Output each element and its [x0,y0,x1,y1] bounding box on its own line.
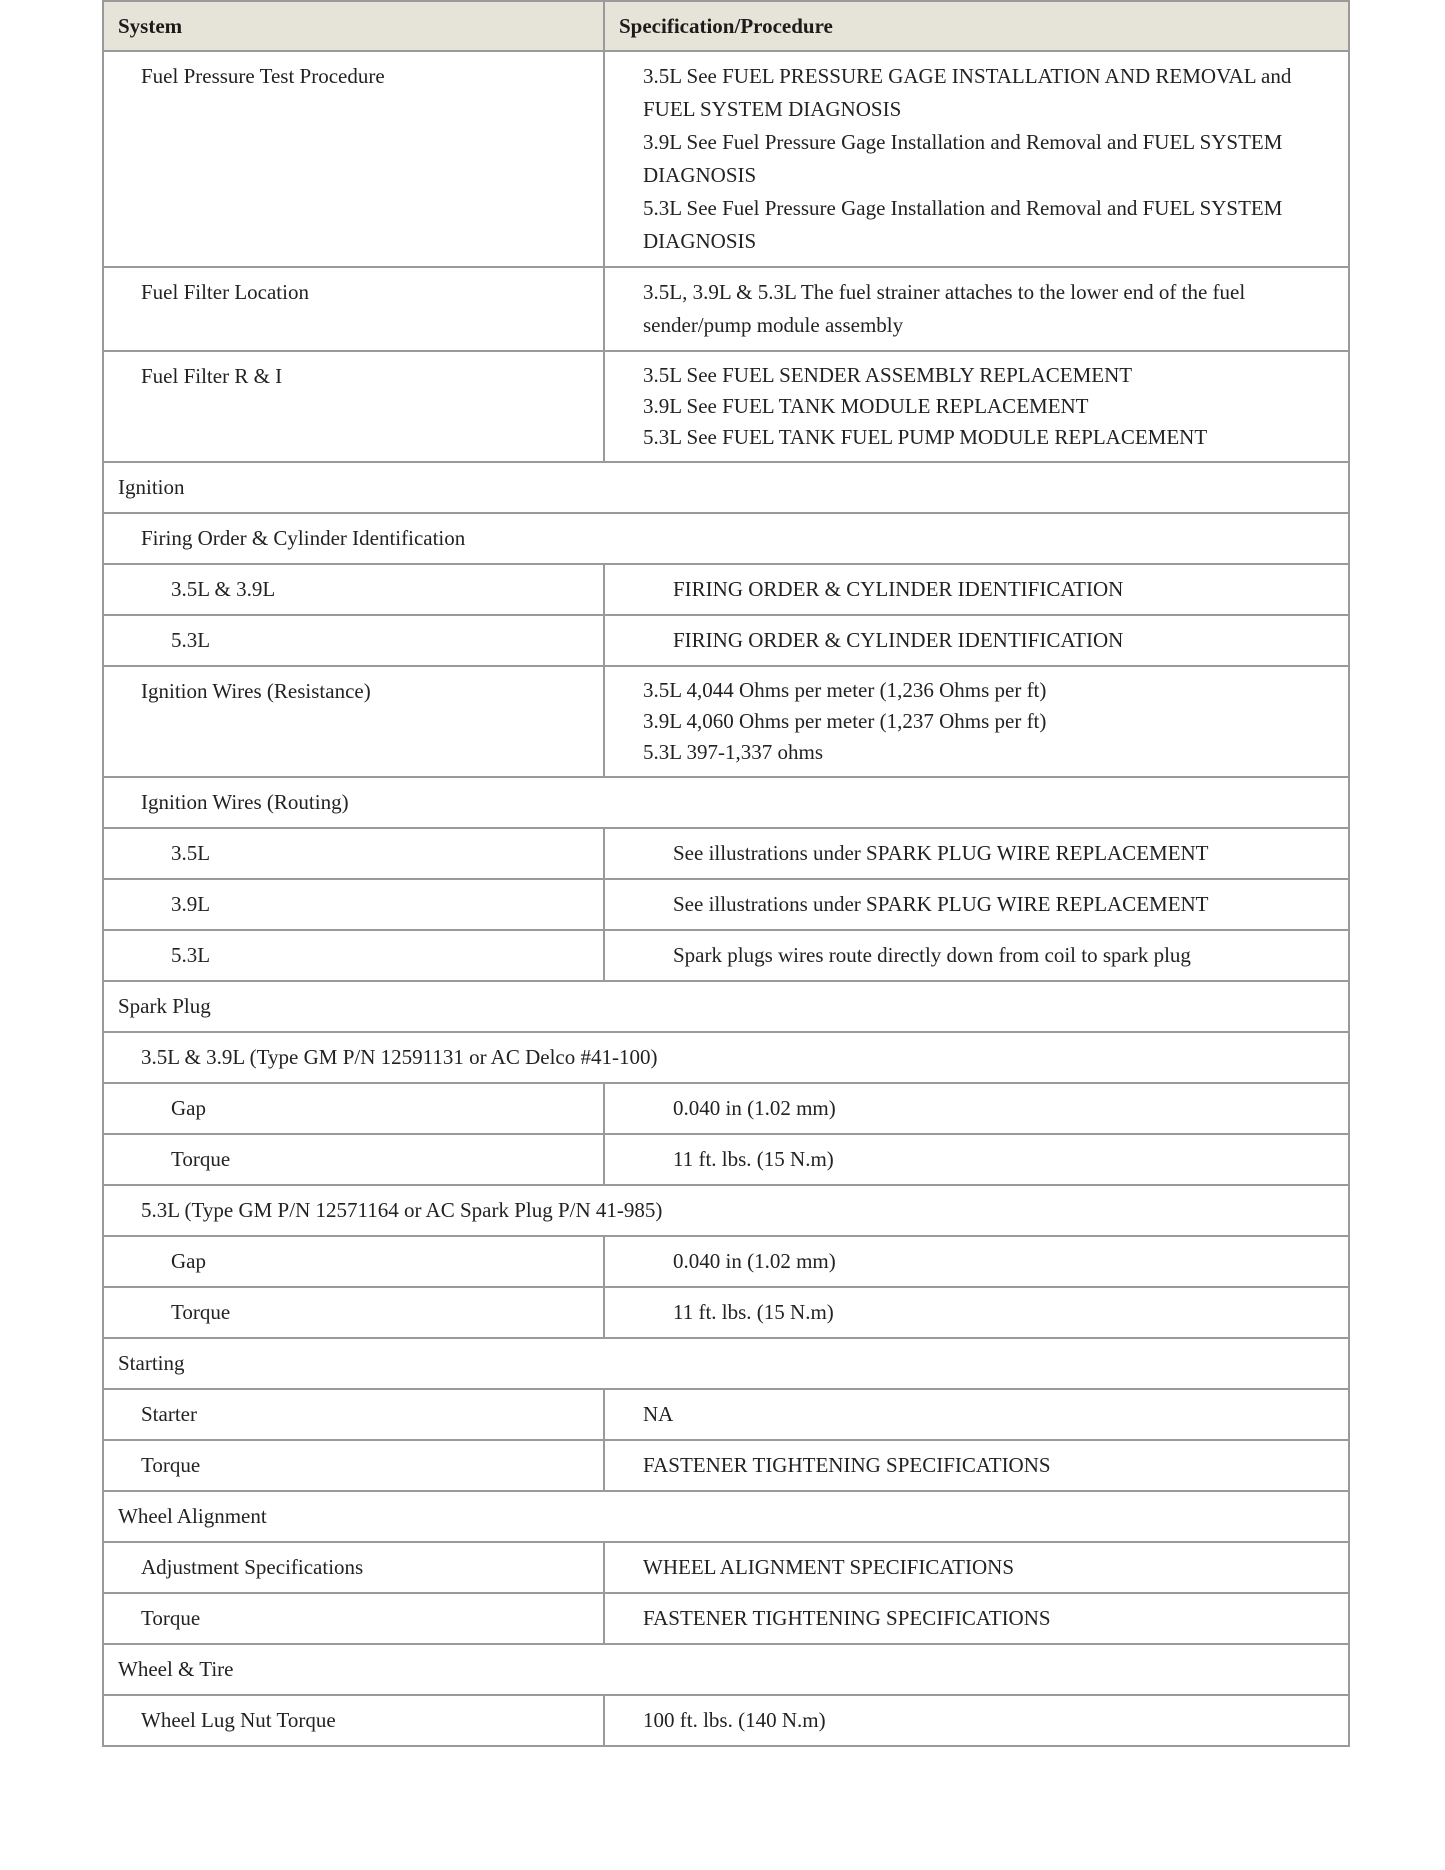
table-row [103,615,1349,666]
row-value [604,267,1349,351]
subsection-heading: 3.5L & 3.9L (Type GM P/N 12591131 or AC Delco #41-100) [103,1032,1349,1083]
row-value [604,51,1349,267]
value-line: 3.9L 4,060 Ohms per meter (1,237 Ohms per ft) [643,709,1047,733]
row-label: 3.5L [103,828,604,879]
table-row [103,1695,1349,1746]
section-row [103,1644,1349,1695]
table-row [103,1593,1349,1644]
row-label: Wheel Lug Nut Torque [103,1695,604,1746]
value-line: 3.9L See Fuel Pressure Gage Installation and Removal and FUEL SYSTEM DIAGNOSIS [643,130,1283,187]
row-value: 100 ft. lbs. (140 N.m) [604,1695,1349,1746]
row-label: Adjustment Specifications [103,1542,604,1593]
table-header-row [103,1,1349,51]
row-label: Torque [103,1287,604,1338]
row-value: 11 ft. lbs. (15 N.m) [604,1287,1349,1338]
section-heading: Wheel Alignment [103,1491,1349,1542]
subsection-heading: 5.3L (Type GM P/N 12571164 or AC Spark Plug P/N 41-985) [103,1185,1349,1236]
specifications-table [102,0,1350,1747]
table-row [103,1287,1349,1338]
row-label: Torque [103,1593,604,1644]
row-label: Fuel Filter Location [103,267,604,351]
row-value: WHEEL ALIGNMENT SPECIFICATIONS [604,1542,1349,1593]
section-heading: Starting [103,1338,1349,1389]
section-row [103,1491,1349,1542]
section-row [103,1338,1349,1389]
subsection-row [103,513,1349,564]
table-row [103,1389,1349,1440]
row-value: Spark plugs wires route directly down from coil to spark plug [604,930,1349,981]
table-row [103,1542,1349,1593]
row-value: FASTENER TIGHTENING SPECIFICATIONS [604,1593,1349,1644]
row-label: Starter [103,1389,604,1440]
row-label: Gap [103,1083,604,1134]
row-value: 0.040 in (1.02 mm) [604,1083,1349,1134]
value-line: 3.5L, 3.9L & 5.3L The fuel strainer attaches to the lower end of the fuel sender/pump module assembly [643,280,1246,337]
row-label: Ignition Wires (Resistance) [103,666,604,777]
column-header-specification: Specification/Procedure [604,1,1349,51]
table-row [103,267,1349,351]
row-value: 11 ft. lbs. (15 N.m) [604,1134,1349,1185]
row-label: Torque [103,1134,604,1185]
row-label: Gap [103,1236,604,1287]
table-row [103,1440,1349,1491]
row-value: FASTENER TIGHTENING SPECIFICATIONS [604,1440,1349,1491]
table-row [103,879,1349,930]
row-label: Fuel Filter R & I [103,351,604,462]
section-heading: Spark Plug [103,981,1349,1032]
value-line: 3.9L See FUEL TANK MODULE REPLACEMENT [643,394,1089,418]
subsection-row [103,777,1349,828]
value-line: 3.5L See FUEL SENDER ASSEMBLY REPLACEMENT [643,363,1133,387]
row-label: Torque [103,1440,604,1491]
section-row [103,462,1349,513]
value-line: 5.3L 397-1,337 ohms [643,740,824,764]
row-label: 5.3L [103,615,604,666]
table-row [103,1236,1349,1287]
table-row [103,666,1349,777]
subsection-row [103,1185,1349,1236]
row-label: 3.9L [103,879,604,930]
subsection-heading: Firing Order & Cylinder Identification [103,513,1349,564]
value-line: 5.3L See Fuel Pressure Gage Installation and Removal and FUEL SYSTEM DIAGNOSIS [643,196,1283,253]
row-value: FIRING ORDER & CYLINDER IDENTIFICATION [604,564,1349,615]
section-heading: Wheel & Tire [103,1644,1349,1695]
subsection-row [103,1032,1349,1083]
table-row [103,1134,1349,1185]
row-value: See illustrations under SPARK PLUG WIRE REPLACEMENT [604,879,1349,930]
section-row [103,981,1349,1032]
row-value [604,666,1349,777]
row-label: 5.3L [103,930,604,981]
row-value: See illustrations under SPARK PLUG WIRE REPLACEMENT [604,828,1349,879]
table-row [103,1083,1349,1134]
row-value: 0.040 in (1.02 mm) [604,1236,1349,1287]
value-line: 3.5L See FUEL PRESSURE GAGE INSTALLATION AND REMOVAL and FUEL SYSTEM DIAGNOSIS [643,64,1292,121]
table-row [103,351,1349,462]
subsection-heading: Ignition Wires (Routing) [103,777,1349,828]
table-row [103,930,1349,981]
column-header-system: System [103,1,604,51]
row-value [604,351,1349,462]
section-heading: Ignition [103,462,1349,513]
table-row [103,828,1349,879]
row-value: NA [604,1389,1349,1440]
row-label: 3.5L & 3.9L [103,564,604,615]
value-line: 5.3L See FUEL TANK FUEL PUMP MODULE REPLACEMENT [643,425,1208,449]
row-label: Fuel Pressure Test Procedure [103,51,604,267]
value-line: 3.5L 4,044 Ohms per meter (1,236 Ohms per ft) [643,678,1047,702]
table-row [103,51,1349,267]
table-row [103,564,1349,615]
row-value: FIRING ORDER & CYLINDER IDENTIFICATION [604,615,1349,666]
